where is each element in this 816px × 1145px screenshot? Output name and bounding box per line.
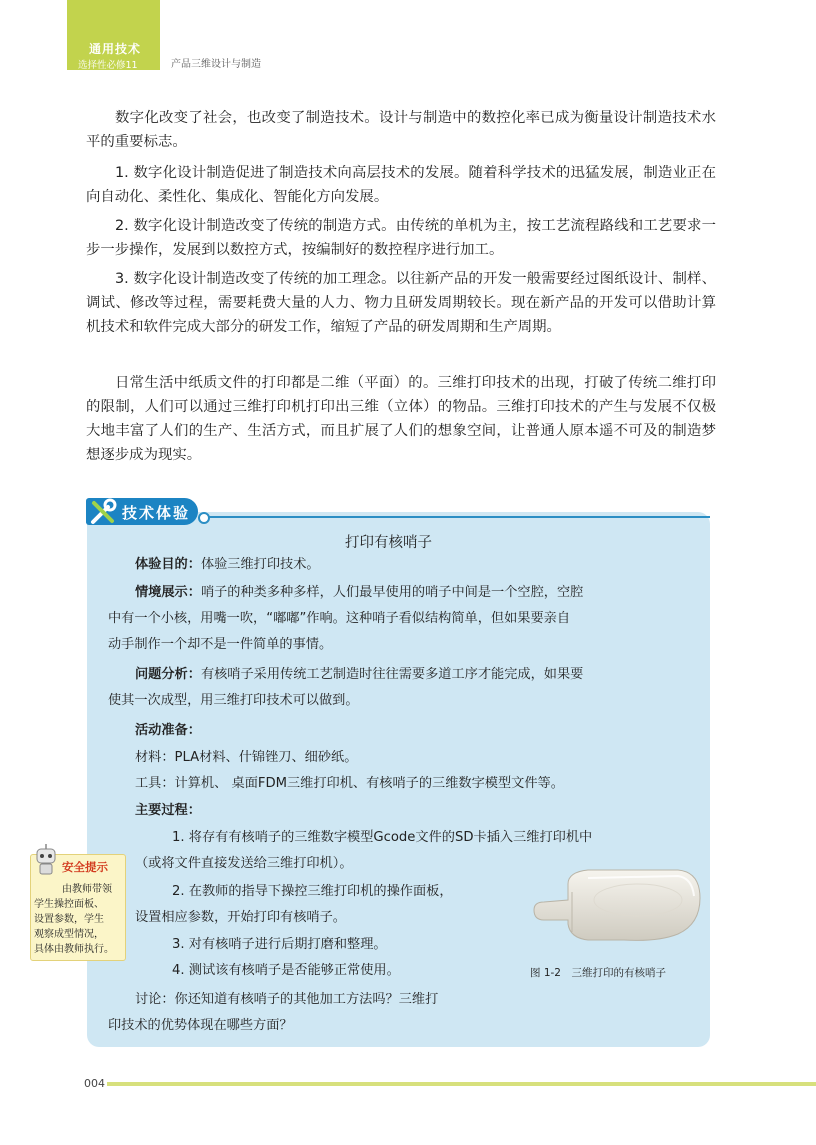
safety-line-4: 观察成型情况，: [34, 929, 104, 940]
safety-line-5: 具体由教师执行。: [34, 944, 114, 955]
banner-dot-icon: [198, 512, 210, 524]
header-tab: [67, 0, 160, 70]
paragraph-2: 1. 数字化设计制造促进了制造技术向高层技术的发展。随着科学技术的迅猛发展，制造业正在向自动化、柔性化、集成化、智能化方向发展。: [86, 165, 716, 205]
scene-line-1: [135, 580, 583, 606]
printed-whistle-image: [528, 862, 708, 962]
safety-line-1: 由教师带领: [62, 884, 112, 895]
purpose-text: 体验三维打印技术。: [200, 557, 320, 572]
book-title: 选择性必修11: [78, 60, 138, 71]
discussion-line-1: 讨论：你还知道有核哨子的其他加工方法吗？三维打: [135, 992, 439, 1007]
step-4-line: 4. 测试该有核哨子是否能够正常使用。: [172, 963, 400, 978]
box-title: 打印有核哨子: [345, 535, 432, 551]
figure-caption: 图 1-2 三维打印的有核哨子: [530, 967, 666, 979]
purpose-line: [135, 552, 320, 578]
step-1-line-2: （或将文件直接发送给三维打印机）。: [135, 856, 353, 871]
analysis-label: 问题分析：: [135, 667, 201, 682]
purpose-label: 体验目的：: [135, 557, 201, 572]
series-title: 通用技术: [89, 42, 142, 56]
banner-rule: [200, 516, 710, 518]
safety-line-2: 学生操控面板、: [34, 899, 104, 910]
prep-label: 活动准备：: [135, 723, 201, 738]
analysis-line-1: [135, 662, 583, 688]
step-2-line-2: 设置相应参数，开始打印有核哨子。: [135, 910, 346, 925]
scene-text-1: 哨子的种类多种多样，人们最早使用的哨子中间是一个空腔，空腔: [200, 585, 584, 600]
safety-tip-title: 安全提示: [62, 860, 108, 874]
safety-line-3: 设置参数，学生: [34, 914, 104, 925]
scene-line-2: 中有一个小核，用嘴一吹，“嘟嘟”作响。这种哨子看似结构简单，但如果要亲自: [108, 611, 571, 626]
discussion-line-2: 印技术的优势体现在哪些方面？: [108, 1018, 293, 1033]
step-1-line-1: 1. 将存有有核哨子的三维数字模型Gcode文件的SD卡插入三维打印机中: [172, 830, 593, 845]
materials-line: 材料：PLA材料、什锦锉刀、细砂纸。: [135, 750, 358, 765]
step-2-line-1: 2. 在教师的指导下操控三维打印机的操作面板，: [172, 884, 453, 899]
analysis-text-1: 有核哨子采用传统工艺制造时往往需要多道工序才能完成，如果要: [200, 667, 584, 682]
paragraph-1: 数字化改变了社会，也改变了制造技术。设计与制造中的数控化率已成为衡量设计制造技术水平的重要标志。: [86, 110, 716, 150]
footer-bar: [107, 1082, 816, 1086]
wrench-screwdriver-icon: [88, 497, 118, 527]
paragraph-5: 日常生活中纸质文件的打印都是二维（平面）的。三维打印技术的出现，打破了传统二维打印的限制，人们可以通过三维打印机打印出三维（立体）的物品。三维打印技术的产生与发展不仅极大地丰富了人们的生产、生活方式，而且扩展了人们的想象空间，让普通人原本遥不可及的制造梦想逐步成为现实。: [86, 375, 716, 463]
step-3-line: 3. 对有核哨子进行后期打磨和整理。: [172, 937, 387, 952]
scene-label: 情境展示：: [135, 585, 201, 600]
scene-line-3: 动手制作一个却不是一件简单的事情。: [108, 637, 333, 652]
page-number: 004: [84, 1077, 105, 1090]
chapter-title: 产品三维设计与制造: [171, 59, 261, 70]
paragraph-3: 2. 数字化设计制造改变了传统的制造方式。由传统的单机为主，按工艺流程路线和工艺要求一步一步操作，发展到以数控方式，按编制好的数控程序进行加工。: [86, 218, 716, 258]
paragraph-4: 3. 数字化设计制造改变了传统的加工理念。以往新产品的开发一般需要经过图纸设计、制样、调试、修改等过程，需要耗费大量的人力、物力且研发周期较长。现在新产品的开发可以借助计算机技术和软件完成大部分的研发工作，缩短了产品的研发周期和生产周期。: [86, 271, 716, 335]
analysis-line-2: 使其一次成型，用三维打印技术可以做到。: [108, 693, 359, 708]
tools-line: 工具：计算机、 桌面FDM三维打印机、有核哨子的三维数字模型文件等。: [135, 776, 564, 791]
process-label: 主要过程：: [135, 803, 201, 818]
banner-label: 技术体验: [122, 504, 191, 522]
robot-mascot-icon: [32, 843, 60, 877]
